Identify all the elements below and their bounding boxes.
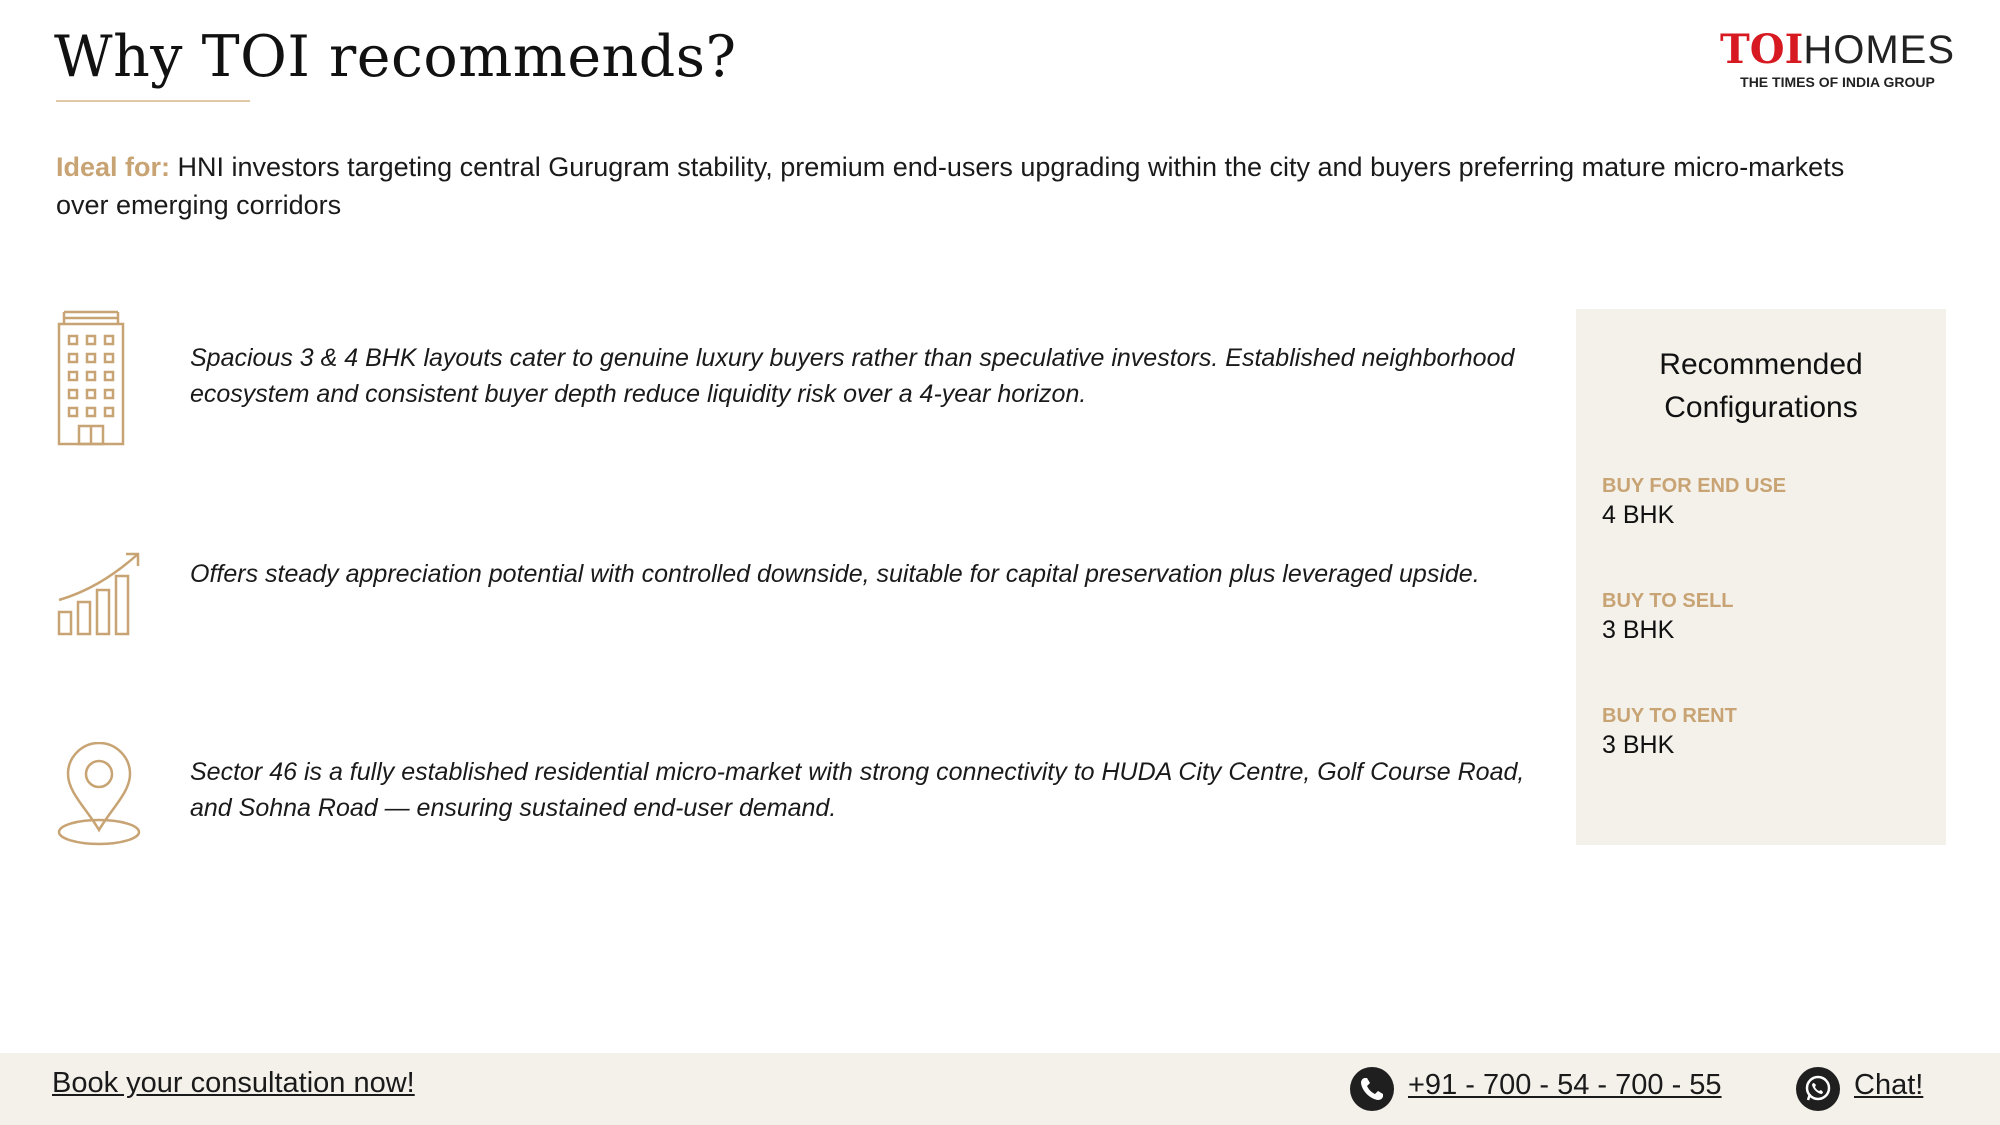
panel-title: Recommended Configurations	[1659, 348, 1863, 424]
config-item-rent	[1602, 703, 1737, 761]
config-value: 3 BHK	[1602, 616, 1675, 644]
ideal-for-label: Ideal for:	[56, 152, 171, 182]
book-consultation-link[interactable]: Book your consultation now!	[52, 1067, 415, 1099]
config-label: BUY TO RENT	[1602, 705, 1737, 727]
recommended-configurations-panel	[1576, 309, 1946, 845]
config-value: 4 BHK	[1602, 501, 1675, 529]
toi-homes-logo	[1715, 28, 1960, 90]
building-icon	[56, 310, 126, 451]
title-underline	[56, 100, 250, 102]
config-label: BUY TO SELL	[1602, 590, 1734, 612]
logo-homes: HOMES	[1803, 28, 1955, 72]
phone-icon[interactable]	[1350, 1067, 1394, 1111]
footer-bar	[0, 1053, 2000, 1125]
config-item-sell	[1602, 588, 1734, 646]
recommendation-point	[56, 550, 1506, 640]
page-title: Why TOI recommends?	[54, 24, 737, 90]
recommendation-point	[56, 742, 1525, 852]
config-label: BUY FOR END USE	[1602, 475, 1787, 497]
point-text: Offers steady appreciation potential with controlled downside, suitable for capital preservation plus leveraged upside.	[190, 560, 1480, 588]
recommendation-point	[56, 310, 1515, 450]
location-pin-icon	[56, 742, 142, 851]
phone-number-link[interactable]: +91 - 700 - 54 - 700 - 55	[1408, 1069, 1722, 1101]
whatsapp-icon[interactable]	[1796, 1067, 1840, 1111]
growth-chart-icon	[56, 550, 142, 641]
logo-toi: TOI	[1719, 26, 1804, 73]
point-text: Sector 46 is a fully established residential micro-market with strong connectivity to HUDA City Centre, Golf Course Road, and Sohna Road — ensuring sustained end-user demand.	[190, 758, 1525, 822]
config-item-end-use	[1602, 473, 1786, 531]
chat-link[interactable]: Chat!	[1854, 1069, 1924, 1101]
config-value: 3 BHK	[1602, 731, 1675, 759]
ideal-for-section	[56, 148, 1856, 224]
point-text: Spacious 3 & 4 BHK layouts cater to genuine luxury buyers rather than speculative investors. Established neighborhood ecosystem and consistent buyer depth reduce liquidity risk over a 4-year horizon.	[190, 344, 1515, 408]
ideal-for-text: HNI investors targeting central Gurugram stability, premium end-users upgrading within the city and buyers preferring mature micro-markets over emerging corridors	[56, 152, 1845, 220]
logo-tagline: THE TIMES OF INDIA GROUP	[1740, 74, 1935, 90]
